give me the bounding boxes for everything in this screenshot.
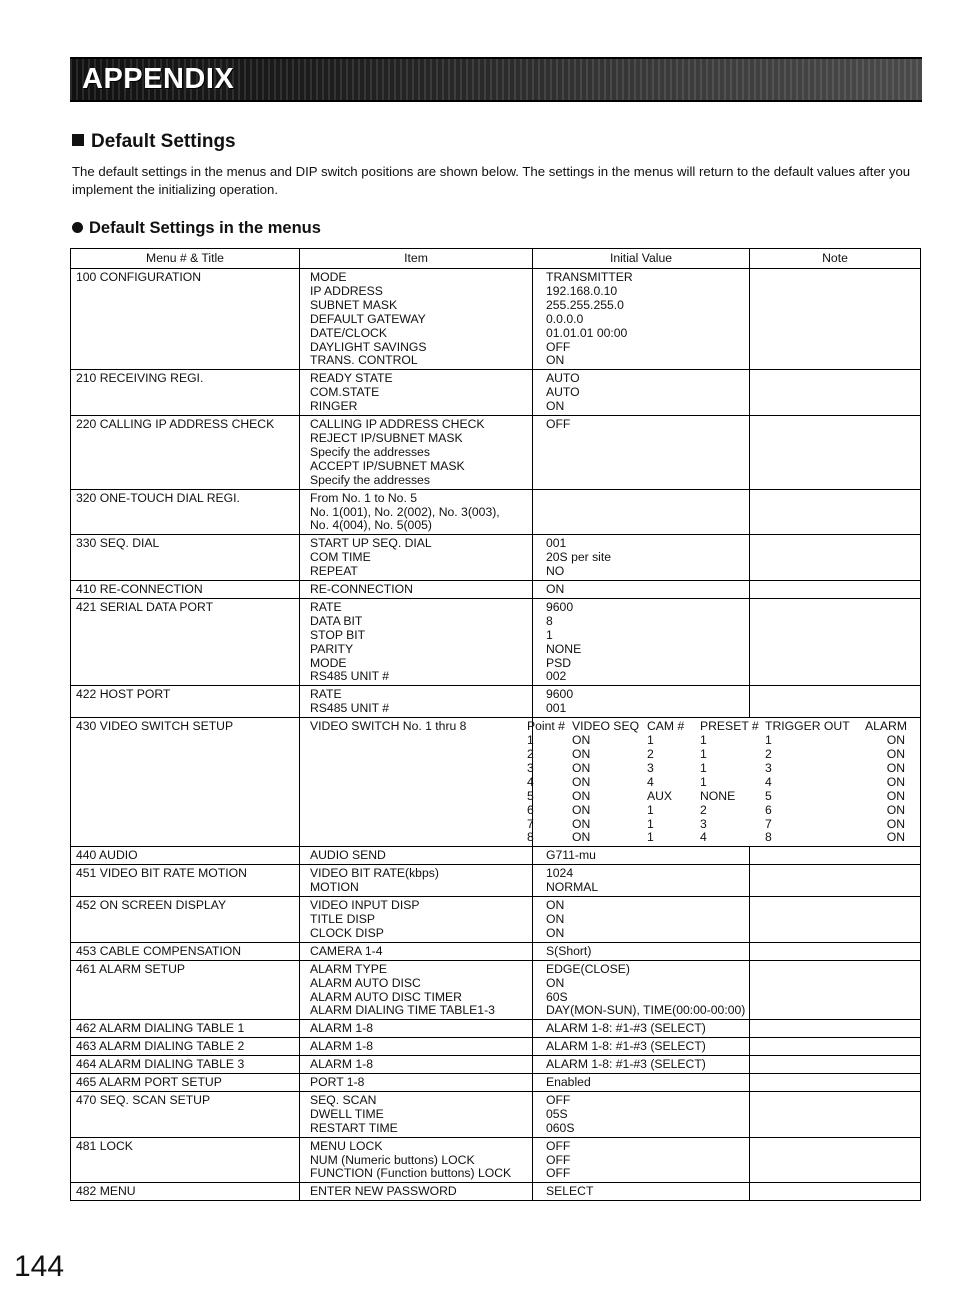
menu-cell: 330 SEQ. DIAL: [71, 535, 300, 581]
item-line: RATE: [310, 599, 342, 614]
note-cell: [750, 370, 921, 416]
menu-cell: 463 ALARM DIALING TABLE 2: [71, 1038, 300, 1056]
menu-cell: 470 SEQ. SCAN SETUP: [71, 1091, 300, 1137]
video-switch-cell: 2: [700, 802, 707, 817]
value-line: 1024: [546, 866, 574, 881]
note-cell: [750, 489, 921, 535]
table-row: [71, 370, 921, 416]
video-switch-cell: ON: [886, 816, 905, 831]
table-body-bottom: [71, 847, 921, 1201]
value-cell: [533, 942, 750, 960]
value-line: S(Short): [546, 943, 592, 958]
intro-paragraph: The default settings in the menus and DIP switch positions are shown below. The settings in the menus will return to the default values after you implement the initializing operation.: [72, 164, 911, 197]
item-cell: [300, 1183, 533, 1201]
item-line: VIDEO BIT RATE(kbps): [310, 866, 439, 881]
video-switch-cell: 8: [527, 830, 534, 845]
video-switch-cell: ON: [886, 830, 905, 845]
value-cell: [533, 1091, 750, 1137]
note-cell: [750, 416, 921, 490]
item-line: ALARM 1-8: [310, 1039, 373, 1054]
item-line: PORT 1-8: [310, 1075, 365, 1090]
video-switch-cell: ON: [572, 816, 591, 831]
value-line: DAY(MON-SUN), TIME(00:00-00:00): [546, 1003, 746, 1018]
item-line: TITLE DISP: [310, 911, 376, 926]
value-line: AUTO: [546, 385, 580, 400]
item-line: MENU LOCK: [310, 1138, 383, 1153]
value-line: OFF: [546, 339, 571, 354]
value-line: OFF: [546, 1152, 571, 1167]
item-cell: [300, 598, 533, 685]
value-cell: [533, 1183, 750, 1201]
menu-cell: 453 CABLE COMPENSATION: [71, 942, 300, 960]
table-row: [71, 865, 921, 897]
item-line: MODE: [310, 270, 347, 284]
video-switch-header: CAM #: [647, 719, 685, 734]
note-cell: [750, 942, 921, 960]
value-line: ALARM 1-8: #1-#3 (SELECT): [546, 1057, 706, 1072]
video-switch-cell: 1: [647, 802, 654, 817]
item-line: ALARM AUTO DISC TIMER: [310, 989, 462, 1004]
item-line: ACCEPT IP/SUBNET MASK: [310, 458, 465, 473]
video-switch-grid: [527, 720, 922, 845]
round-bullet-icon: [72, 222, 83, 233]
item-line: ALARM 1-8: [310, 1021, 373, 1036]
table-row: [71, 1183, 921, 1201]
item-line: DEFAULT GATEWAY: [310, 311, 426, 326]
video-switch-cell: 2: [647, 747, 654, 761]
banner-title: APPENDIX: [82, 63, 235, 95]
value-line: ON: [546, 353, 565, 368]
appendix-banner: [70, 57, 922, 102]
item-line: DWELL TIME: [310, 1106, 384, 1121]
video-switch-header: VIDEO SEQ: [572, 719, 640, 734]
value-line: Enabled: [546, 1075, 591, 1090]
video-switch-cell: 1: [700, 733, 707, 748]
item-cell: [300, 686, 533, 718]
note-cell: [750, 1038, 921, 1056]
menu-cell: 465 ALARM PORT SETUP: [71, 1074, 300, 1092]
item-cell: VIDEO SWITCH No. 1 thru 8: [300, 718, 533, 847]
item-line: REJECT IP/SUBNET MASK: [310, 430, 463, 445]
note-cell: [750, 598, 921, 685]
video-switch-cell: 3: [765, 760, 772, 775]
note-cell: [750, 1056, 921, 1074]
value-line: TRANSMITTER: [546, 270, 633, 284]
table-row: [71, 269, 921, 370]
value-cell: [533, 416, 750, 490]
item-line: No. 1(001), No. 2(002), No. 3(003),: [310, 504, 500, 519]
table-row: [71, 1020, 921, 1038]
table-row: [71, 535, 921, 581]
video-switch-cell: 1: [527, 733, 534, 748]
item-line: From No. 1 to No. 5: [310, 490, 418, 505]
item-line: START UP SEQ. DIAL: [310, 536, 432, 551]
note-cell: [750, 581, 921, 599]
value-cell: [533, 960, 750, 1020]
item-line: CALLING IP ADDRESS CHECK: [310, 417, 485, 432]
video-switch-cell: 1: [700, 774, 707, 789]
section-title: Default Settings: [91, 131, 236, 152]
default-settings-table: [70, 248, 921, 1201]
item-line: READY STATE: [310, 371, 393, 386]
menu-cell: 320 ONE-TOUCH DIAL REGI.: [71, 489, 300, 535]
video-switch-cell: 5: [527, 788, 534, 803]
header-initial-value: Initial Value: [533, 249, 750, 269]
menu-cell: 464 ALARM DIALING TABLE 3: [71, 1056, 300, 1074]
header-item: Item: [300, 249, 533, 269]
item-line: IP ADDRESS: [310, 283, 383, 298]
video-switch-cell: ON: [886, 774, 905, 789]
header-menu: Menu # & Title: [71, 249, 300, 269]
value-line: 001: [546, 536, 567, 551]
item-line: CLOCK DISP: [310, 925, 384, 940]
table-row: [71, 718, 921, 847]
video-switch-values: [527, 718, 921, 847]
video-switch-cell: 4: [700, 830, 707, 845]
video-switch-cell: ON: [572, 788, 591, 803]
menu-cell: 421 SERIAL DATA PORT: [71, 598, 300, 685]
value-line: 0.0.0.0: [546, 311, 584, 326]
table-row: [71, 1038, 921, 1056]
menu-cell: 422 HOST PORT: [71, 686, 300, 718]
video-switch-cell: ON: [886, 760, 905, 775]
item-line: ALARM TYPE: [310, 961, 387, 976]
item-line: ENTER NEW PASSWORD: [310, 1184, 457, 1199]
note-cell: [750, 897, 921, 943]
item-line: MOTION: [310, 880, 359, 895]
item-cell: [300, 1074, 533, 1092]
item-cell: [300, 865, 533, 897]
item-line: Specify the addresses: [310, 444, 430, 459]
item-line: PARITY: [310, 641, 354, 656]
video-switch-cell: ON: [572, 830, 591, 845]
video-switch-cell: 3: [700, 816, 707, 831]
value-line: NORMAL: [546, 880, 599, 895]
note-cell: [750, 1137, 921, 1183]
table-row: [71, 942, 921, 960]
value-line: 192.168.0.10: [546, 283, 618, 298]
value-line: ALARM 1-8: #1-#3 (SELECT): [546, 1021, 706, 1036]
video-switch-cell: 1: [647, 733, 654, 748]
video-switch-cell: 3: [647, 760, 654, 775]
item-cell: [300, 960, 533, 1020]
note-cell: [750, 847, 921, 865]
value-line: 002: [546, 669, 567, 684]
video-switch-cell: 7: [527, 816, 534, 831]
item-line: ALARM 1-8: [310, 1057, 373, 1072]
table-row: [71, 1137, 921, 1183]
menu-cell: 220 CALLING IP ADDRESS CHECK: [71, 416, 300, 490]
note-cell: [750, 535, 921, 581]
value-line: OFF: [546, 1092, 571, 1107]
header-note: Note: [750, 249, 921, 269]
video-switch-header: ALARM: [865, 719, 907, 734]
video-switch-cell: AUX: [647, 788, 673, 803]
item-line: RS485 UNIT #: [310, 701, 390, 716]
value-cell: [533, 269, 750, 370]
video-switch-cell: ON: [572, 774, 591, 789]
value-line: 9600: [546, 599, 574, 614]
menu-cell: 462 ALARM DIALING TABLE 1: [71, 1020, 300, 1038]
table-row: [71, 598, 921, 685]
item-line: ALARM AUTO DISC: [310, 975, 421, 990]
item-cell: [300, 489, 533, 535]
value-line: ALARM 1-8: #1-#3 (SELECT): [546, 1039, 706, 1054]
value-line: OFF: [546, 1138, 571, 1153]
video-switch-cell: 3: [527, 760, 534, 775]
section-heading: [72, 131, 236, 153]
menu-cell: 440 AUDIO: [71, 847, 300, 865]
item-line: STOP BIT: [310, 627, 366, 642]
item-cell: [300, 1091, 533, 1137]
menu-cell: 481 LOCK: [71, 1137, 300, 1183]
item-line: RE-CONNECTION: [310, 582, 413, 597]
video-switch-cell: ON: [886, 788, 905, 803]
note-cell: [750, 1074, 921, 1092]
item-line: RATE: [310, 687, 342, 702]
item-cell: [300, 1020, 533, 1038]
item-line: DATA BIT: [310, 613, 363, 628]
value-line: ON: [546, 898, 565, 913]
item-line: VIDEO INPUT DISP: [310, 898, 420, 913]
video-switch-cell: 6: [527, 802, 534, 817]
value-line: 01.01.01 00:00: [546, 325, 628, 340]
item-cell: [300, 1038, 533, 1056]
value-line: ON: [546, 399, 565, 414]
video-switch-header: TRIGGER OUT: [765, 719, 850, 734]
value-line: ON: [546, 582, 565, 597]
note-cell: [750, 1020, 921, 1038]
video-switch-cell: 4: [527, 774, 534, 789]
menu-cell: 451 VIDEO BIT RATE MOTION: [71, 865, 300, 897]
item-line: REPEAT: [310, 564, 358, 579]
video-switch-section: [71, 718, 921, 847]
menu-cell: 210 RECEIVING REGI.: [71, 370, 300, 416]
value-cell: [533, 581, 750, 599]
item-line: RINGER: [310, 399, 358, 414]
subsection-heading: [72, 219, 321, 238]
video-switch-cell: ON: [886, 747, 905, 761]
item-cell: [300, 269, 533, 370]
item-line: CAMERA 1-4: [310, 943, 383, 958]
value-cell: [533, 1137, 750, 1183]
value-cell: [533, 1038, 750, 1056]
value-line: NO: [546, 564, 565, 579]
value-line: PSD: [546, 655, 572, 670]
value-line: OFF: [546, 1166, 571, 1181]
table-row: [71, 847, 921, 865]
video-switch-header: PRESET #: [700, 719, 759, 734]
video-switch-cell: 8: [765, 830, 772, 845]
table-row: [71, 686, 921, 718]
value-cell: [533, 686, 750, 718]
value-cell: [533, 1020, 750, 1038]
item-line: Specify the addresses: [310, 472, 430, 487]
page-number: 144: [14, 1250, 65, 1283]
video-switch-cell: 4: [647, 774, 654, 789]
item-line: RESTART TIME: [310, 1120, 398, 1135]
table-row: [71, 897, 921, 943]
video-switch-cell: ON: [572, 802, 591, 817]
item-line: FUNCTION (Function buttons) LOCK: [310, 1166, 512, 1181]
menu-cell: 430 VIDEO SWITCH SETUP: [71, 718, 300, 847]
value-cell: [533, 598, 750, 685]
value-line: 60S: [546, 989, 568, 1004]
item-line: SEQ. SCAN: [310, 1092, 377, 1107]
video-switch-cell: ON: [572, 747, 591, 761]
item-line: No. 4(004), No. 5(005): [310, 518, 432, 533]
value-line: 255.255.255.0: [546, 297, 624, 312]
item-cell: [300, 942, 533, 960]
item-cell: [300, 897, 533, 943]
menu-cell: 100 CONFIGURATION: [71, 269, 300, 370]
item-cell: [300, 1056, 533, 1074]
video-switch-cell: 1: [765, 733, 772, 748]
item-line: COM.STATE: [310, 385, 380, 400]
table-header-row: [71, 249, 921, 269]
table-body-top: [71, 269, 921, 718]
value-line: 9600: [546, 687, 574, 702]
value-cell: [533, 847, 750, 865]
video-switch-cell: 1: [647, 830, 654, 845]
value-line: G711-mu: [546, 848, 596, 863]
menu-cell: 461 ALARM SETUP: [71, 960, 300, 1020]
menu-cell: 452 ON SCREEN DISPLAY: [71, 897, 300, 943]
note-cell: [750, 1183, 921, 1201]
table-row: [71, 1074, 921, 1092]
subsection-title: Default Settings in the menus: [89, 219, 321, 237]
value-line: NONE: [546, 641, 582, 656]
value-cell: [533, 1074, 750, 1092]
value-cell: [533, 535, 750, 581]
note-cell: [750, 960, 921, 1020]
item-line: RS485 UNIT #: [310, 669, 390, 684]
item-line: AUDIO SEND: [310, 848, 386, 863]
note-cell: [750, 1091, 921, 1137]
video-switch-cell: 1: [647, 816, 654, 831]
video-switch-cell: 1: [700, 747, 707, 761]
video-switch-cell: 2: [765, 747, 772, 761]
video-switch-cell: 2: [527, 747, 534, 761]
value-line: 05S: [546, 1106, 568, 1121]
item-line: NUM (Numeric buttons) LOCK: [310, 1152, 475, 1167]
video-switch-cell: 6: [765, 802, 772, 817]
value-line: 060S: [546, 1120, 575, 1135]
value-line: EDGE(CLOSE): [546, 961, 630, 976]
square-bullet-icon: [72, 134, 84, 146]
menu-cell: 482 MENU: [71, 1183, 300, 1201]
item-line: DATE/CLOCK: [310, 325, 387, 340]
value-cell: [533, 865, 750, 897]
video-switch-cell: 7: [765, 816, 772, 831]
value-line: 1: [546, 627, 553, 642]
value-line: OFF: [546, 417, 571, 432]
value-line: SELECT: [546, 1184, 594, 1199]
item-line: DAYLIGHT SAVINGS: [310, 339, 427, 354]
video-switch-cell: 4: [765, 774, 772, 789]
value-cell: [533, 897, 750, 943]
video-switch-header: Point #: [527, 719, 565, 734]
value-cell: [533, 370, 750, 416]
video-switch-cell: NONE: [700, 788, 736, 803]
video-switch-cell: ON: [886, 733, 905, 748]
video-switch-cell: ON: [886, 802, 905, 817]
value-line: ON: [546, 975, 565, 990]
table-row: [71, 960, 921, 1020]
note-cell: [750, 686, 921, 718]
item-cell: [300, 416, 533, 490]
table-row: [71, 416, 921, 490]
table-row: [71, 1056, 921, 1074]
video-switch-cell: ON: [572, 733, 591, 748]
item-cell: [300, 581, 533, 599]
value-line: AUTO: [546, 371, 580, 386]
video-switch-cell: 5: [765, 788, 772, 803]
value-cell: [533, 1056, 750, 1074]
table-row: [71, 489, 921, 535]
value-line: 001: [546, 701, 567, 716]
menu-cell: 410 RE-CONNECTION: [71, 581, 300, 599]
item-line: ALARM DIALING TIME TABLE1-3: [310, 1003, 495, 1018]
video-switch-cell: 1: [700, 760, 707, 775]
item-line: COM TIME: [310, 550, 371, 565]
item-cell: [300, 1137, 533, 1183]
value-line: ON: [546, 911, 565, 926]
item-line: SUBNET MASK: [310, 297, 398, 312]
table-row: [71, 581, 921, 599]
value-line: 20S per site: [546, 550, 612, 565]
table-row: [71, 1091, 921, 1137]
item-line: TRANS. CONTROL: [310, 353, 418, 368]
value-line: ON: [546, 925, 565, 940]
value-line: 8: [546, 613, 553, 628]
note-cell: [750, 865, 921, 897]
note-cell: [750, 269, 921, 370]
item-cell: [300, 847, 533, 865]
item-cell: [300, 535, 533, 581]
item-cell: [300, 370, 533, 416]
value-cell: [533, 489, 750, 535]
video-switch-cell: ON: [572, 760, 591, 775]
item-line: MODE: [310, 655, 347, 670]
